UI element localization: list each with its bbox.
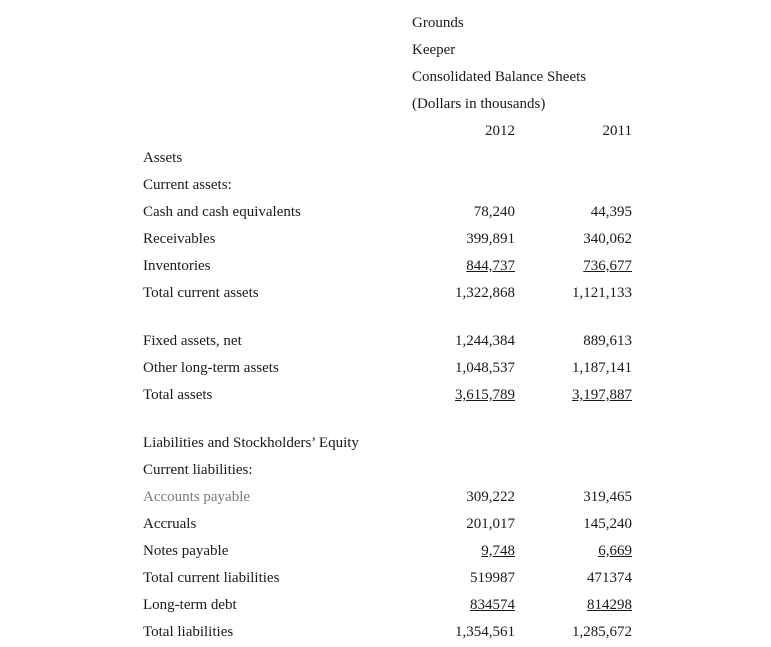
value-2012: 78,240 <box>473 204 515 220</box>
value-2012: 1,244,384 <box>455 333 515 349</box>
value-2012: 9,748 <box>481 543 515 559</box>
value-2011: 3,197,887 <box>572 387 632 403</box>
table-row <box>0 619 771 646</box>
value-2011: 340,062 <box>583 231 632 247</box>
value-2011: 319,465 <box>583 489 632 505</box>
table-row <box>0 226 771 253</box>
row-label: Receivables <box>143 231 216 247</box>
value-2011: 145,240 <box>583 516 632 532</box>
value-2012: 399,891 <box>466 231 515 247</box>
table-row <box>0 199 771 226</box>
value-2011: 44,395 <box>590 204 632 220</box>
table-row <box>0 484 771 511</box>
value-2012: 1,322,868 <box>455 285 515 301</box>
row-label: Notes payable <box>143 543 229 559</box>
row-label: Other long-term assets <box>143 360 279 376</box>
table-row <box>0 253 771 280</box>
year-2012-header: 2012 <box>485 123 515 139</box>
company-name-line2: Keeper <box>412 42 456 58</box>
table-row <box>0 328 771 355</box>
value-2012: 309,222 <box>466 489 515 505</box>
value-2012: 3,615,789 <box>455 387 515 403</box>
table-row <box>0 355 771 382</box>
table-row <box>0 592 771 619</box>
table-row <box>0 538 771 565</box>
row-label: Fixed assets, net <box>143 333 242 349</box>
value-2011: 471374 <box>587 570 632 586</box>
value-2012: 844,737 <box>466 258 515 274</box>
row-label: Total current assets <box>143 285 259 301</box>
table-row <box>0 280 771 307</box>
value-2011: 1,121,133 <box>572 285 632 301</box>
table-row <box>0 511 771 538</box>
value-2011: 6,669 <box>598 543 632 559</box>
value-2012: 1,048,537 <box>455 360 515 376</box>
row-label: Long-term debt <box>143 597 237 613</box>
value-2012: 201,017 <box>466 516 515 532</box>
liabilities-heading: Liabilities and Stockholders’ Equity <box>143 435 359 451</box>
company-name-line1: Grounds <box>412 15 464 31</box>
statement-title: Consolidated Balance Sheets <box>412 69 587 85</box>
row-label: Cash and cash equivalents <box>143 204 301 220</box>
value-2011: 736,677 <box>583 258 632 274</box>
row-label: Inventories <box>143 258 211 274</box>
year-2011-header: 2011 <box>602 123 632 139</box>
value-2011: 889,613 <box>583 333 632 349</box>
row-label: Accounts payable <box>143 489 251 505</box>
value-2011: 1,285,672 <box>572 624 632 640</box>
units-note: (Dollars in thousands) <box>412 96 546 112</box>
row-label: Total current liabilities <box>143 570 280 586</box>
value-2012: 519987 <box>470 570 515 586</box>
value-2012: 1,354,561 <box>455 624 515 640</box>
row-label: Total liabilities <box>143 624 234 640</box>
row-label: Total assets <box>143 387 213 403</box>
value-2011: 814298 <box>587 597 632 613</box>
value-2011: 1,187,141 <box>572 360 632 376</box>
table-row <box>0 565 771 592</box>
current-assets-heading: Current assets: <box>143 177 232 193</box>
assets-heading: Assets <box>143 150 183 166</box>
table-row <box>0 382 771 409</box>
value-2012: 834574 <box>470 597 515 613</box>
row-label: Accruals <box>143 516 197 532</box>
current-liabilities-heading: Current liabilities: <box>143 462 253 478</box>
